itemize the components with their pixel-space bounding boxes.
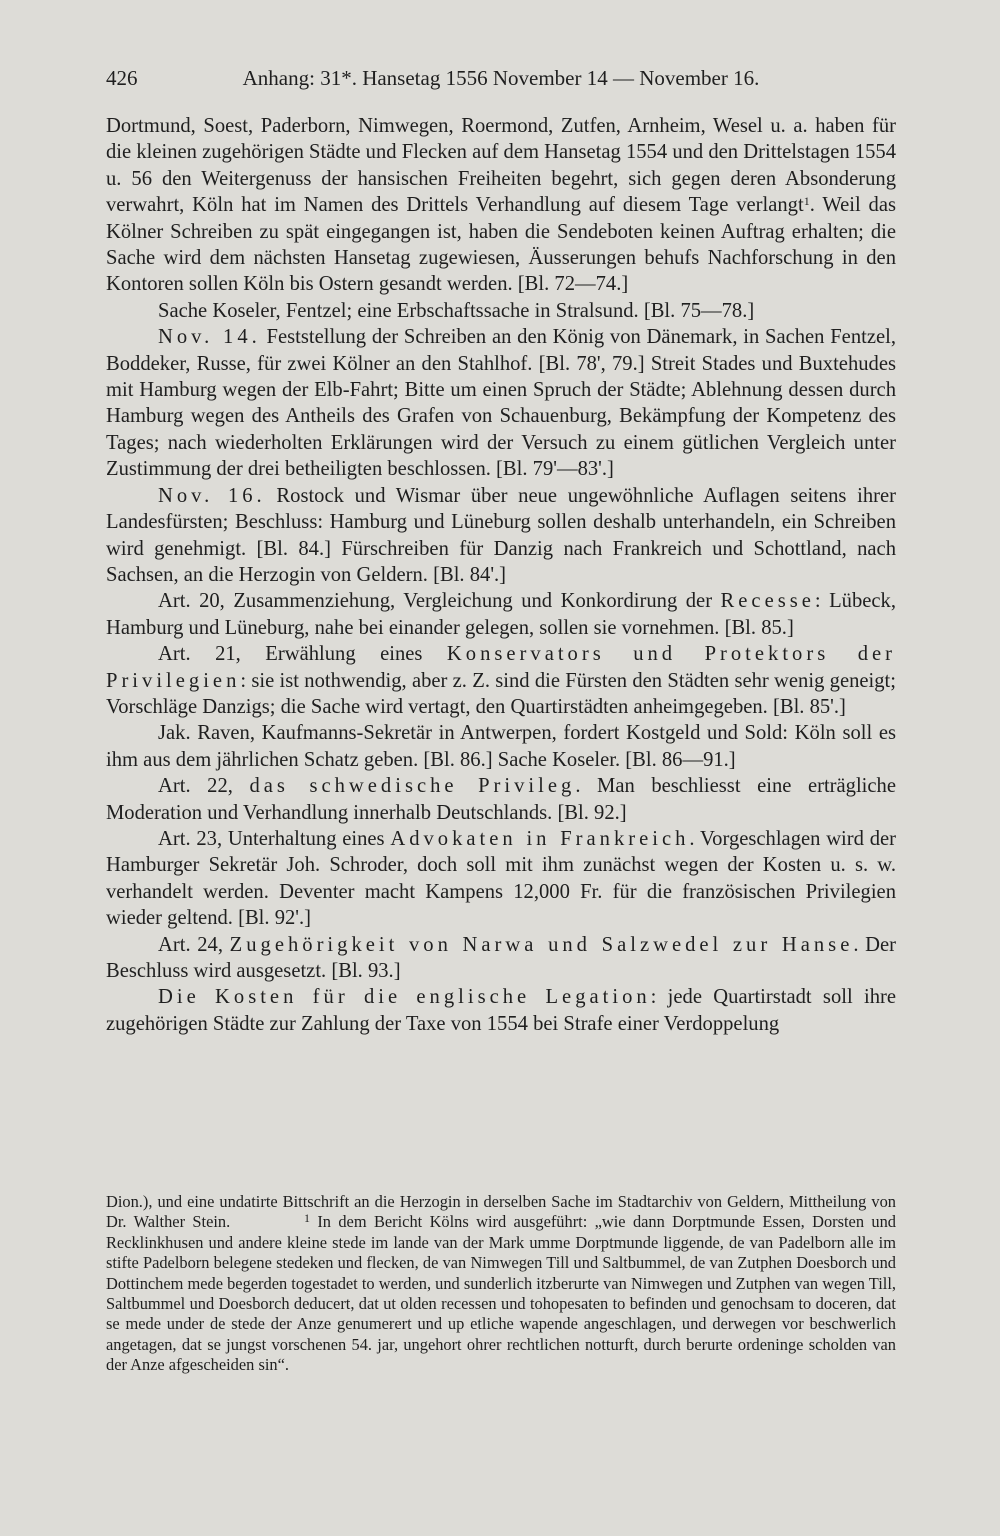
spaced-term: Konservators und Protektors der Privilegien	[106, 643, 896, 692]
paragraph	[106, 984, 896, 1037]
spaced-term: Advokaten in Frankreich	[390, 827, 690, 850]
paragraph-text: Art. 22,	[158, 775, 250, 798]
paragraph: Jak. Raven, Kaufmanns-Sekretär in Antwerpen, fordert Kostgeld und Sold: Köln soll es ihm aus dem jährlichen Schatz geben. [Bl. 86.] Sache Koseler. [Bl. 86—91.]	[106, 722, 896, 771]
paragraph	[106, 588, 896, 641]
paragraph	[106, 641, 896, 720]
paragraph-text: : jede Quartirstadt soll ihre zugehörigen Städte zur Zahlung der Taxe von 1554 bei Strafe einer Verdoppelung	[106, 986, 896, 1035]
spaced-term: Die Kosten für die englische Legation	[158, 986, 651, 1009]
paragraph-text: Art. 21, Erwählung eines	[158, 643, 447, 666]
paragraph-text: Feststellung der Schreiben an den König von Dänemark, in Sachen Fentzel, Boddeker, Russe, für zwei Kölner an den Stahlhof. [Bl. 78', 79.] Streit Stades und Buxtehudes mit Hamburg wegen der Elb-Fahrt; Bitte um einen Spruch der Städte; Ablehnung dessen durch Hamburg wegen des Antheils des Grafen von Schauenburg, Bekämpfung der Kompetenz des Tages; nach wiederholten Erklärungen wird der Versuch zu einem gütlichen Vergleich unter Zustimmung der drei betheiligten beschlossen. [Bl. 79'—83'.]	[106, 326, 896, 481]
paragraph-text: Art. 20, Zusammenziehung, Vergleichung und Konkordirung der	[158, 590, 721, 613]
paragraph	[106, 113, 896, 298]
footnote-ref: 1	[803, 194, 810, 209]
footnote	[106, 1192, 896, 1376]
paragraph-text: Dortmund, Soest, Paderborn, Nimwegen, Roermond, Zutfen, Arnheim, Wesel u. a. haben für die kleinen zugehörigen Städte und Flecken auf dem Hansetag 1554 und den Drittelstagen 1554 u. 56 den Weitergenuss der hansischen Freiheiten begehrt, sich gegen deren Absonderung verwahrt, Köln hat im Namen des Drittels Verhandlung auf diesem Tage verlangt	[106, 115, 896, 217]
paragraph-text: : Lübeck, Hamburg und Lüneburg, nahe bei einander gelegen, sollen sie vornehmen. [Bl. 85.]	[106, 590, 896, 639]
spaced-term: das schwedische Privileg	[249, 775, 576, 798]
footnote-mark: 1	[303, 1211, 310, 1226]
paragraph-text: . Man beschliesst eine erträgliche Moderation und Verhandlung innerhalb Deutschlands. [Bl. 92.]	[106, 775, 896, 824]
paragraph	[106, 324, 896, 482]
footnote-text: Dion.), und eine undatirte Bittschrift an die Herzogin in derselben Sache im Stadtarchiv von Geldern, Mittheilung von Dr. Walther Stein.	[106, 1192, 896, 1232]
date-heading: Nov. 14.	[158, 326, 261, 349]
paragraph-text: : sie ist nothwendig, aber z. Z. sind die Fürsten den Städten sehr wenig geneigt; Vorschläge Danzigs; die Sache wird vertagt, den Quartirstädten anheimgegeben. [Bl. 85'.]	[106, 669, 896, 718]
footnote-text: In dem Bericht Kölns wird ausgeführt: „wie dann Dorptmunde Essen, Dorsten und Recklinkhusen und andere kleine stede im lande van der Mark umme Dorptmunde liggende, de van Padelborn alle im stifte Padelborn belegene stedeken und flecken, de van Nimwegen Till und Saltbummel, de van Zutphen Doesborch und Dottinchem mede begerden togestadet to werden, und sunderlich itzberurte van Nimwegen und Zutphen van wegen Till, Saltbummel und Doesborch deducert, dat ut olden recessen und tohopesaten to befinden und genochsam to doceren, dat se mede under de stede der Anze genumerert und up etliche wapende angeschlagen, und derwegen vor beschwerlich angetagen, dat se jungst vorschenen 54. jar, ungehort ohrer rechtlichen notturft, durch berurte ordeninge scholden van der Anze afgescheiden sin“.	[106, 1212, 896, 1375]
paragraph-text: Rostock und Wismar über neue ungewöhnliche Auflagen seitens ihrer Landesfürsten; Beschluss: Hamburg und Lüneburg sollen deshalb unterhandeln, ein Schreiben wird genehmigt. [Bl. 84.] Fürschreiben für Danzig nach Frankreich und Schottland, nach Sachsen, an die Herzogin von Geldern. [Bl. 84'.]	[106, 484, 896, 586]
running-title: Anhang: 31*. Hansetag 1556 November 14 — November 16.	[242, 66, 760, 90]
paragraph: Sache Koseler, Fentzel; eine Erbschaftssache in Stralsund. [Bl. 75—78.]	[158, 299, 755, 322]
main-text	[106, 113, 896, 1037]
paragraph	[106, 826, 896, 932]
paragraph	[106, 932, 896, 985]
paragraph	[106, 773, 896, 826]
paragraph-text: . Weil das Kölner Schreiben zu spät eingegangen ist, haben die Sendeboten keinen Auftrag erhalten; die Sache wird dem nächsten Hansetag zugewiesen, Äusserungen behufs Nachforschung in den Kontoren sollen Köln bis Ostern gesandt werden. [Bl. 72—74.]	[106, 194, 896, 296]
date-heading: Nov. 16.	[158, 484, 266, 507]
page-number: 426	[106, 66, 138, 90]
paragraph-text: . Vorgeschlagen wird der Hamburger Sekretär Joh. Schroder, doch soll mit ihm zunächst wegen der Kosten u. s. w. verhandelt werden. Deventer macht Kampens 12,000 Fr. für die französischen Privilegien wieder geltend. [Bl. 92'.]	[106, 827, 896, 930]
paragraph	[106, 483, 896, 589]
paragraph-text: Art. 24,	[158, 933, 230, 956]
paragraph-text: Art. 23, Unterhaltung eines	[158, 827, 391, 850]
paragraph-text: . Der Beschluss wird ausgesetzt. [Bl. 93.]	[106, 933, 897, 982]
page-header	[106, 66, 896, 96]
spaced-term: Zugehörigkeit von Narwa und Salzwedel zur Hanse	[229, 933, 854, 956]
spaced-term: Recesse	[720, 590, 815, 613]
footnotes	[106, 1192, 896, 1376]
